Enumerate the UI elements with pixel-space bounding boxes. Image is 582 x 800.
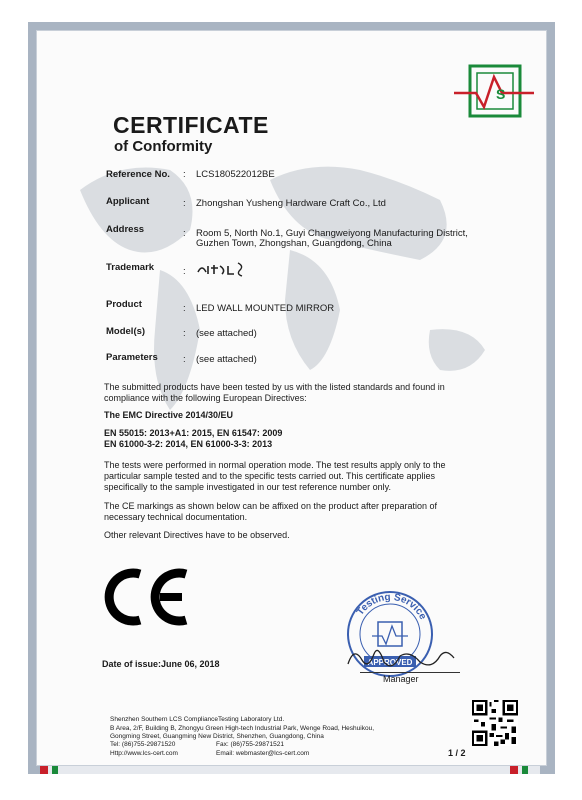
lcs-logo-icon	[452, 63, 536, 119]
colon: :	[183, 228, 186, 239]
reference-label: Reference No.	[106, 169, 170, 180]
body-paragraph-3b: necessary technical documentation.	[104, 512, 248, 522]
svg-text:Testing Service: Testing Service	[354, 591, 429, 622]
trademark-logo-icon	[196, 260, 246, 278]
svg-text:APPROVED: APPROVED	[367, 658, 413, 667]
applicant-value: Zhongshan Yusheng Hardware Craft Co., Ltd	[196, 198, 386, 209]
body-paragraph-2c: specifically to the sample investigated in our test reference number only.	[104, 482, 391, 492]
footer-address-2: Gongming Street, Guangming New District, Shenzhen, Guangdong, China	[110, 733, 324, 740]
directive: The EMC Directive 2014/30/EU	[104, 410, 234, 420]
footer-fax: Fax: (86)755-29871521	[216, 741, 284, 748]
applicant-label: Applicant	[106, 196, 150, 207]
standards-line-2: EN 61000-3-2: 2014, EN 61000-3-3: 2013	[104, 439, 273, 449]
parameters-label: Parameters	[106, 352, 158, 363]
trademark-label: Trademark	[106, 262, 155, 273]
models-value: (see attached)	[196, 328, 257, 339]
reference-value: LCS180522012BE	[196, 169, 275, 180]
certificate-subtitle: of Conformity	[114, 138, 213, 155]
footer-website: Http://www.lcs-cert.com	[110, 750, 178, 757]
address-line-2: Guzhen Town, Zhongshan, Guangdong, China	[196, 238, 392, 249]
colon: :	[183, 328, 186, 339]
page-number: 1 / 2	[448, 748, 466, 758]
manager-label: Manager	[383, 674, 419, 684]
issue-date: Date of issue:June 06, 2018	[102, 659, 220, 669]
footer-lab-name: Shenzhen Southern LCS ComplianceTesting Laboratory Ltd.	[110, 716, 285, 723]
footer-address-1: B Area, 2/F, Building B, Zhongyu Green High-tech Industrial Park, Wenge Road, Heshuikou,	[110, 725, 374, 732]
address-line-1: Room 5, North No.1, Guyi Changweiyong Manufacturing District,	[196, 228, 468, 239]
footer-tel: Tel: (86)755-29871520	[110, 741, 176, 748]
manager-signature	[340, 636, 460, 676]
qr-code-icon	[472, 700, 518, 746]
parameters-value: (see attached)	[196, 354, 257, 365]
bottom-decorative-bar	[40, 766, 540, 774]
models-label: Model(s)	[106, 326, 146, 337]
signature-line	[360, 672, 460, 673]
standards-line-1: EN 55015: 2013+A1: 2015, EN 61547: 2009	[104, 428, 283, 438]
product-value: LED WALL MOUNTED MIRROR	[196, 303, 335, 314]
product-label: Product	[106, 299, 142, 310]
body-paragraph-2b: particular sample tested and to the specific tests carried out. This certificate applies	[104, 471, 435, 481]
body-paragraph-1b: compliance with the following European Directives:	[104, 393, 307, 403]
colon: :	[183, 303, 186, 314]
body-paragraph-2a: The tests were performed in normal operation mode. The test results apply only to the	[104, 460, 446, 470]
body-paragraph-1a: The submitted products have been tested by us with the listed standards and found in	[104, 382, 445, 392]
svg-text:S: S	[496, 86, 506, 102]
colon: :	[183, 198, 186, 209]
footer-email: Email: webmaster@lcs-cert.com	[216, 750, 310, 757]
colon: :	[183, 354, 186, 365]
colon: :	[183, 266, 186, 277]
address-label: Address	[106, 224, 145, 235]
certificate-title: CERTIFICATE	[113, 112, 269, 138]
ce-mark-icon	[100, 566, 192, 628]
body-paragraph-4: Other relevant Directives have to be observed.	[104, 530, 290, 540]
colon: :	[183, 169, 186, 180]
body-paragraph-3a: The CE markings as shown below can be affixed on the product after preparation of	[104, 501, 438, 511]
